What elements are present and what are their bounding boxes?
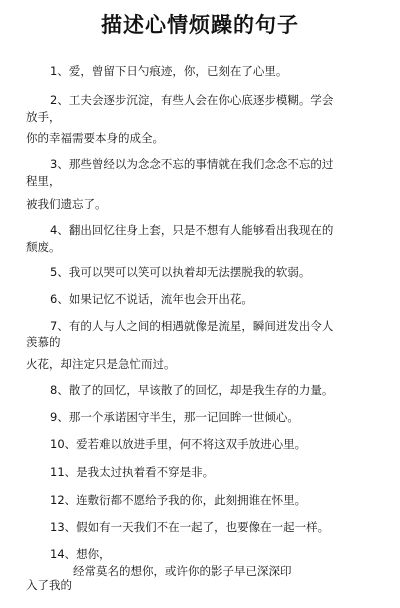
text-line: 7、有的人与人之间的相遇就像是流星，瞬间迸发出令人 [50,319,334,333]
text-line: 你的幸福需要本身的成全。 [26,131,164,145]
text-line: 13、假如有一天我们不在一起了，也要像在一起一样。 [50,520,330,534]
text-line: 经常莫名的想你，或许你的影子早已深深印 [73,564,292,578]
text-line: 9、那一个承诺困守半生，那一记回眸一世倾心。 [50,410,299,424]
text-line: 4、翻出回忆往身上套，只是不想有人能够看出我现在的 [50,223,334,237]
text-line: 14、想你， [50,547,111,561]
text-line: 程里， [26,174,61,188]
text-line: 11、是我太过执着看不穿是非。 [50,465,215,479]
text-line: 1、爱，曾留下日勺痕迹，你，已刻在了心里。 [50,64,288,78]
text-line: 放手， [26,110,61,124]
text-line: 5、我可以哭可以笑可以执着却无法摆脱我的软弱。 [50,265,311,279]
text-line: 12、连敷衍都不愿给予我的你，此刻拥谁在怀里。 [50,493,307,507]
document-title: 描述心情烦躁的句子 [101,13,299,37]
text-line: 6、如果记忆不说话，流年也会开出花。 [50,292,253,306]
text-line: 颓废。 [26,240,61,254]
text-line: 羡慕的 [26,335,61,349]
text-line: 3、那些曾经以为念念不忘的事情就在我们念念不忘的过 [50,157,334,171]
text-line: 2、工夫会逐步沉淀，有些人会在你心底逐步模糊。学会 [50,93,334,107]
text-line: 入了我的 [26,578,72,592]
text-line: 被我们遗忘了。 [26,197,107,211]
text-line: 8、散了的回忆，早该散了的回忆，却是我生存的力量。 [50,383,334,397]
text-line: 10、爱若难以放进手里，何不将这双手放进心里。 [50,437,307,451]
text-line: 火花，却注定只是急忙而过。 [26,357,176,371]
